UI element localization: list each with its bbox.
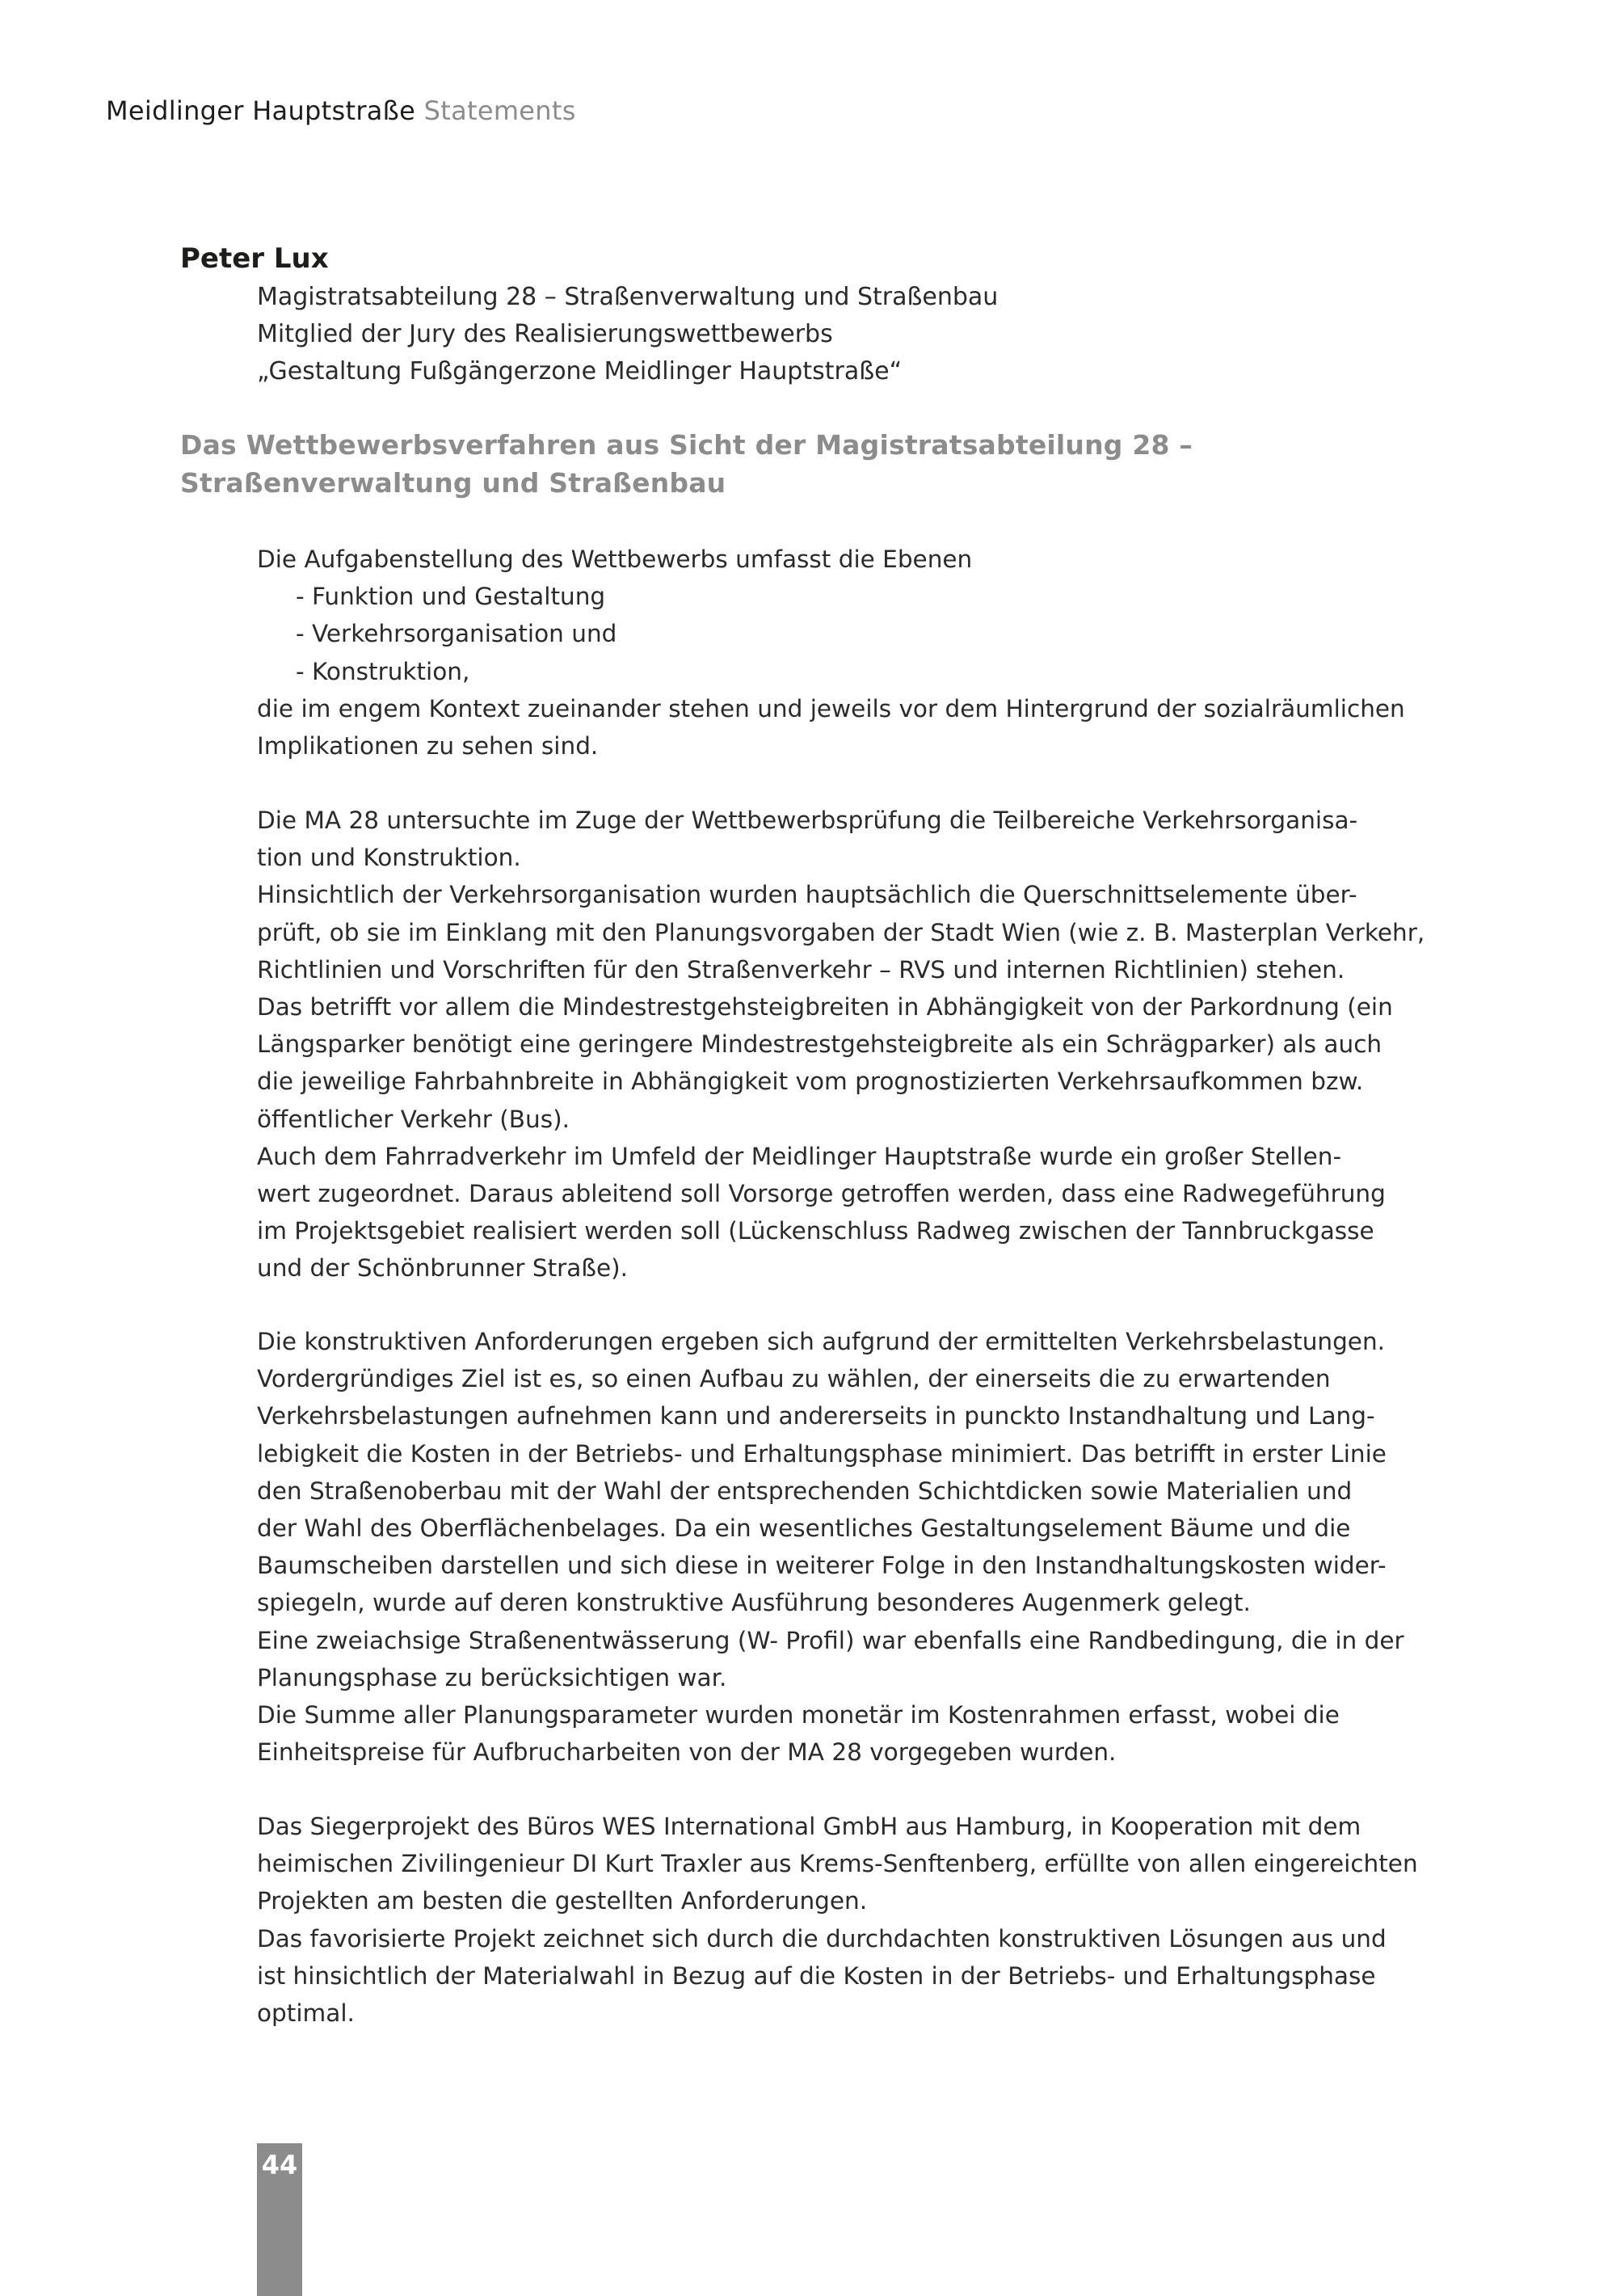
- text-line: Verkehrsbelastungen aufnehmen kann und andererseits in punckto Instandhaltung und Lang-: [257, 1402, 1375, 1430]
- paragraph: [257, 802, 1425, 1287]
- text-line: spiegeln, wurde auf deren konstruktive Ausführung besonderes Augenmerk gelegt.: [257, 1589, 1251, 1617]
- text-line: wert zugeordnet. Daraus ableitend soll Vorsorge getroffen werden, dass eine Radwegeführung: [257, 1180, 1386, 1208]
- text-line: den Straßenoberbau mit der Wahl der entsprechenden Schichtdicken sowie Materialien und: [257, 1477, 1353, 1505]
- page-number: 44: [261, 2150, 298, 2180]
- text-line: öffentlicher Verkehr (Bus).: [257, 1105, 570, 1133]
- author-affiliation-line: Magistratsabteilung 28 – Straßenverwaltung und Straßenbau: [257, 283, 999, 311]
- text-line: Richtlinien und Vorschriften für den Straßenverkehr – RVS und internen Richtlinien) stehen.: [257, 955, 1345, 984]
- text-line: Längsparker benötigt eine geringere Mindestrestgehsteigbreite als ein Schrägparker) als auch: [257, 1030, 1382, 1059]
- text-line: Das Siegerprojekt des Büros WES International GmbH aus Hamburg, in Kooperation mit dem: [257, 1813, 1361, 1840]
- text-line: und der Schönbrunner Straße).: [257, 1254, 628, 1283]
- text-line: der Wahl des Oberflächenbelages. Da ein wesentliches Gestaltungselement Bäume und die: [257, 1515, 1351, 1543]
- text-line: Das betrifft vor allem die Mindestrestgehsteigbreiten in Abhängigkeit von der Parkordnung (ein: [257, 993, 1393, 1022]
- text-line: Eine zweiachsige Straßenentwässerung (W- Profil) war ebenfalls eine Randbedingung, die in der: [257, 1626, 1404, 1654]
- author-affiliation-line: „Gestaltung Fußgängerzone Meidlinger Hauptstraße“: [257, 357, 903, 385]
- author-name: Peter Lux: [180, 242, 329, 275]
- text-line: Implikationen zu sehen sind.: [257, 732, 599, 760]
- text-line: die jeweilige Fahrbahnbreite in Abhängigkeit vom prognostizierten Verkehrsaufkommen bzw.: [257, 1068, 1364, 1096]
- text-line: heimischen Zivilingenieur DI Kurt Traxler aus Krems-Senftenberg, erfüllte von allen eingereichten: [257, 1850, 1418, 1878]
- text-line: lebigkeit die Kosten in der Betriebs- und Erhaltungsphase minimiert. Das betrifft in erster Linie: [257, 1439, 1387, 1468]
- paragraph: [257, 1323, 1404, 1771]
- list-item: - Verkehrsorganisation und: [296, 620, 617, 648]
- text-line: Die Summe aller Planungsparameter wurden monetär im Kostenrahmen erfasst, wobei die: [257, 1701, 1340, 1729]
- text-line: die im engem Kontext zueinander stehen und jeweils vor dem Hintergrund der sozialräumlichen: [257, 694, 1405, 723]
- text-line: Das favorisierte Projekt zeichnet sich durch die durchdachten konstruktiven Lösungen aus und: [257, 1924, 1387, 1953]
- text-line: Die konstruktiven Anforderungen ergeben sich aufgrund der ermittelten Verkehrsbelastungen.: [257, 1328, 1386, 1355]
- text-line: Auch dem Fahrradverkehr im Umfeld der Meidlinger Hauptstraße wurde ein großer Stellen-: [257, 1142, 1342, 1170]
- text-line: optimal.: [257, 1999, 355, 2028]
- text-line: Vordergründiges Ziel ist es, so einen Aufbau zu wählen, der einerseits die zu erwartenden: [257, 1365, 1331, 1393]
- text-line: prüft, ob sie im Einklang mit den Planungsvorgaben der Stadt Wien (wie z. B. Masterplan Verkehr,: [257, 918, 1425, 946]
- text-line: ist hinsichtlich der Materialwahl in Bezug auf die Kosten in der Betriebs- und Erhaltungsphase: [257, 1961, 1376, 1990]
- running-header: [106, 95, 576, 126]
- text-line: Projekten am besten die gestellten Anforderungen.: [257, 1887, 868, 1915]
- list-item: - Konstruktion,: [296, 657, 470, 685]
- text-line: Die MA 28 untersuchte im Zuge der Wettbewerbsprüfung die Teilbereiche Verkehrsorganisa-: [257, 807, 1358, 834]
- header-title: Meidlinger Hauptstraße: [106, 95, 416, 126]
- text-line: Planungsphase zu berücksichtigen war.: [257, 1663, 727, 1691]
- header-subtitle: Statements: [423, 95, 576, 126]
- text-line: im Projektsgebiet realisiert werden soll (Lückenschluss Radweg zwischen der Tannbruckgasse: [257, 1217, 1374, 1245]
- section-heading-line: Das Wettbewerbsverfahren aus Sicht der Magistratsabteilung 28 –: [180, 429, 1193, 461]
- author-affiliation-line: Mitglied der Jury des Realisierungswettbewerbs: [257, 320, 833, 348]
- text-line: Einheitspreise für Aufbrucharbeiten von der MA 28 vorgegeben wurden.: [257, 1738, 1117, 1767]
- paragraph: [257, 541, 1405, 765]
- page-number-tab: [257, 2143, 302, 2296]
- text-line: Hinsichtlich der Verkehrsorganisation wurden hauptsächlich die Querschnittselemente über-: [257, 881, 1357, 909]
- section-heading-line: Straßenverwaltung und Straßenbau: [180, 467, 726, 499]
- text-line: Die Aufgabenstellung des Wettbewerbs umfasst die Ebenen: [257, 546, 973, 573]
- paragraph: [257, 1808, 1418, 2032]
- text-line: tion und Konstruktion.: [257, 844, 521, 872]
- text-line: Baumscheiben darstellen und sich diese in weiterer Folge in den Instandhaltungskosten wider-: [257, 1552, 1387, 1580]
- list-item: - Funktion und Gestaltung: [296, 583, 606, 611]
